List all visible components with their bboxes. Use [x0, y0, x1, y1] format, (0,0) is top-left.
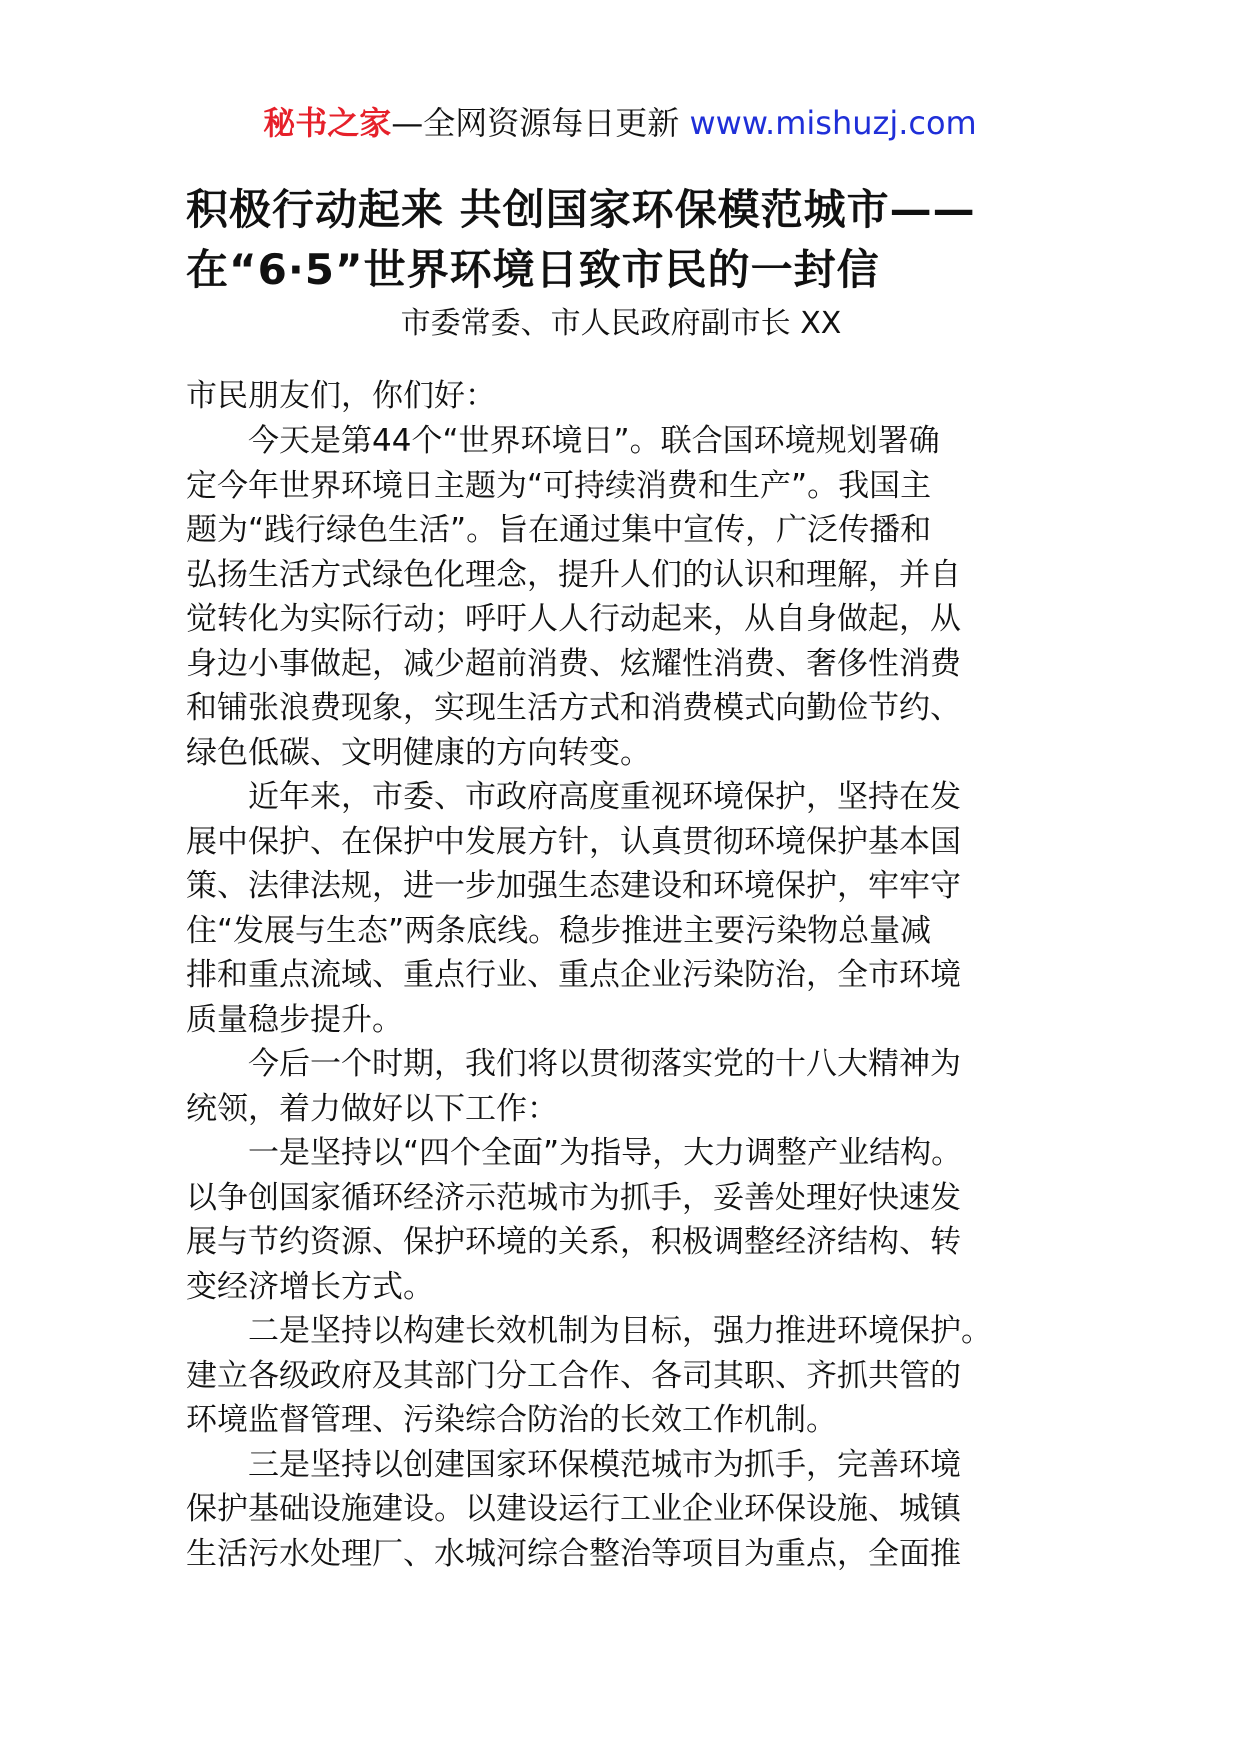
paragraph-line: 质量稳步提升。 — [186, 1001, 403, 1038]
paragraph-line: 和铺张浪费现象，实现生活方式和消费模式向勤俭节约、 — [186, 690, 961, 726]
paragraph — [186, 419, 1056, 775]
paragraph-line: 今后一个时期，我们将以贯彻落实党的十八大精神为 — [248, 1046, 961, 1082]
paragraph-line: 觉转化为实际行动；呼吁人人行动起来，从自身做起，从 — [186, 601, 961, 637]
paragraph — [186, 1042, 1056, 1131]
paragraph-line: 保护基础设施建设。以建设运行工业企业环保设施、城镇 — [186, 1491, 961, 1527]
paragraph-line: 题为“践行绿色生活”。旨在通过集中宣传，广泛传播和 — [186, 512, 932, 548]
paragraph-line: 定今年世界环境日主题为“可持续消费和生产”。我国主 — [186, 467, 932, 504]
paragraph-line: 环境监督管理、污染综合防治的长效工作机制。 — [186, 1402, 837, 1438]
paragraph-line: 一是坚持以“四个全面”为指导，大力调整产业结构。 — [248, 1135, 963, 1171]
paragraph-line: 建立各级政府及其部门分工合作、各司其职、齐抓共管的 — [186, 1357, 961, 1394]
paragraph-line: 统领，着力做好以下工作： — [186, 1090, 558, 1127]
document-title — [186, 180, 1056, 300]
paragraph-line: 展中保护、在保护中发展方针，认真贯彻环境保护基本国 — [186, 823, 961, 860]
paragraph — [186, 1443, 1056, 1577]
document-author: 市委常委、市人民政府副市长 XX — [400, 306, 842, 341]
paragraph-line: 近年来，市委、市政府高度重视环境保护，坚持在发 — [248, 779, 961, 815]
paragraph-line: 变经济增长方式。 — [186, 1268, 434, 1305]
document-content — [186, 180, 1056, 1576]
paragraph-line: 二是坚持以构建长效机制为目标，强力推进环境保护。 — [248, 1313, 992, 1349]
title-line-1: 积极行动起来 共创国家环保模范城市—— — [186, 185, 976, 234]
paragraph-line: 三是坚持以创建国家环保模范城市为抓手，完善环境 — [248, 1446, 961, 1483]
paragraph — [186, 775, 1056, 1042]
paragraph-line: 排和重点流域、重点行业、重点企业污染防治，全市环境 — [186, 957, 961, 993]
paragraph-line: 以争创国家循环经济示范城市为抓手，妥善处理好快速发 — [186, 1179, 961, 1216]
paragraph-line: 住“发展与生态”两条底线。稳步推进主要污染物总量减 — [186, 912, 932, 949]
paragraph — [186, 1309, 1056, 1443]
paragraph-line: 弘扬生活方式绿色化理念，提升人们的认识和理解，并自 — [186, 556, 961, 593]
site-header — [0, 100, 1240, 146]
title-line-2: 在“6·5”世界环境日致市民的一封信 — [186, 245, 880, 294]
paragraph-line: 策、法律法规，进一步加强生态建设和环境保护，牢牢守 — [186, 868, 961, 904]
paragraph-line: 今天是第44个“世界环境日”。联合国环境规划署确 — [248, 423, 940, 459]
brand-name: 秘书之家 — [263, 104, 392, 142]
paragraph-line: 绿色低碳、文明健康的方向转变。 — [186, 734, 651, 771]
paragraph-line: 生活污水处理厂、水城河综合整治等项目为重点，全面推 — [186, 1535, 961, 1572]
paragraph-line: 展与节约资源、保护环境的关系，积极调整经济结构、转 — [186, 1224, 961, 1260]
header-tagline: —全网资源每日更新 — [391, 104, 680, 142]
paragraph-line: 身边小事做起，减少超前消费、炫耀性消费、奢侈性消费 — [186, 645, 961, 682]
body-text — [186, 419, 1056, 1576]
salutation: 市民朋友们，你们好： — [186, 378, 496, 414]
paragraph — [186, 1131, 1056, 1309]
site-url[interactable]: www.mishuzj.com — [689, 104, 977, 142]
